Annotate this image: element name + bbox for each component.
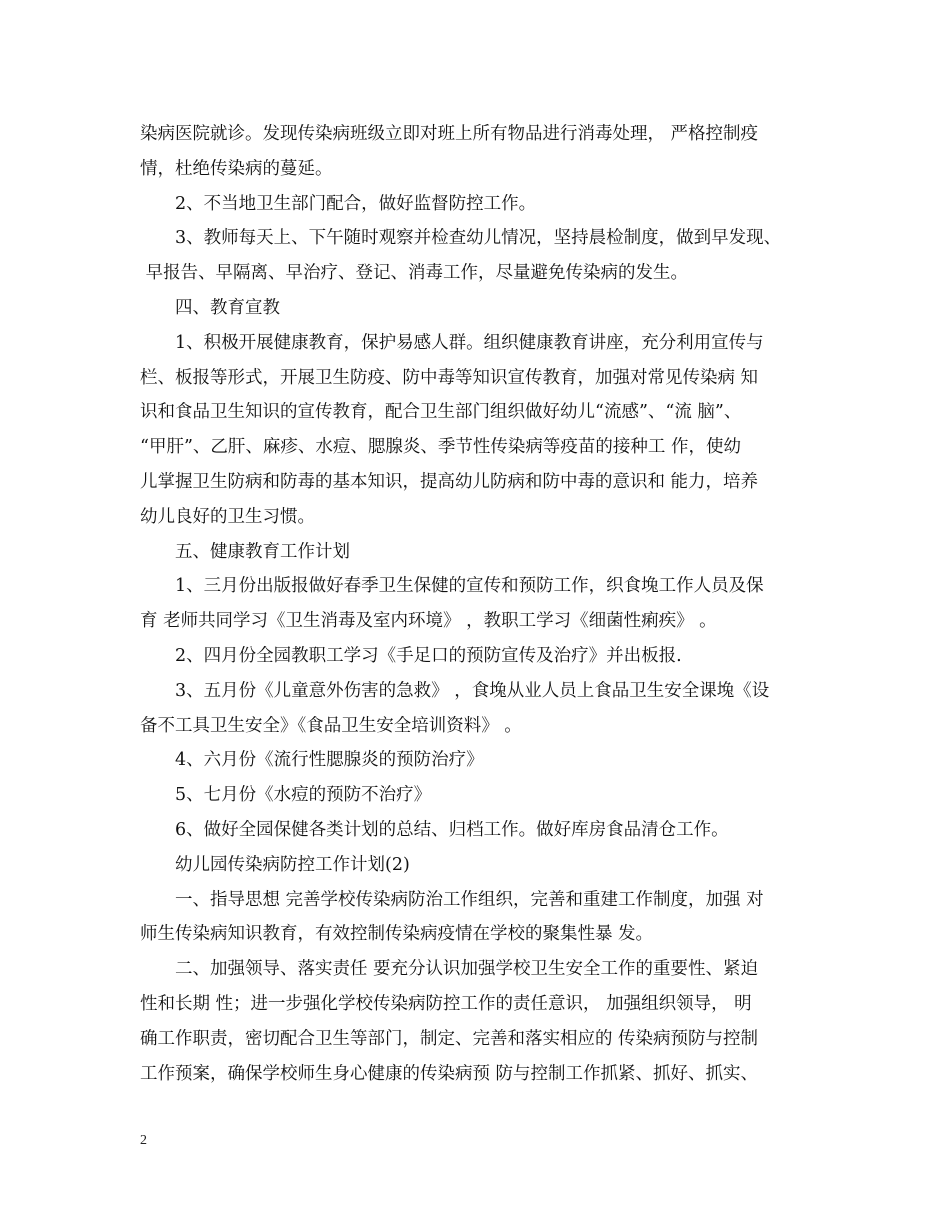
list-item: 6、做好全园保健各类计划的总结、归档工作。做好库房食品清仓工作。 xyxy=(175,819,729,840)
text-line: 早报告、早隔离、早治疗、登记、消毒工作，尽量避免传染病的发生。 xyxy=(140,263,689,284)
text-line: 儿掌握卫生防病和防毒的基本知识，提高幼儿防病和防中毒的意识和 能力，培养 xyxy=(140,471,759,492)
section-heading: 四、教育宣教 xyxy=(175,297,280,318)
text-line: 备不工具卫生安全》《食品卫生安全培训资料》 。 xyxy=(140,715,522,736)
text-line: 幼儿良好的卫生习惯。 xyxy=(140,506,315,527)
section-paragraph: 一、指导思想 完善学校传染病防治工作组织，完善和重建工作制度，加强 对 xyxy=(175,889,764,910)
text-line: 识和食品卫生知识的宣传教育，配合卫生部门组织做好幼儿“流感”、“流 脑”、 xyxy=(140,402,742,423)
text-line: “甲肝”、乙肝、麻疹、水痘、腮腺炎、季节性传染病等疫苗的接种工 作，使幼 xyxy=(140,437,741,458)
document-body xyxy=(140,117,830,1091)
list-item: 3、教师每天上、下午随时观察并检查幼儿情况，坚持晨检制度，做到早发现、 xyxy=(175,228,782,249)
page-number: 2 xyxy=(140,1133,147,1148)
section-paragraph: 二、加强领导、落实责任 要充分认识加强学校卫生安全工作的重要性、紧迫 xyxy=(175,959,759,980)
text-line: 确工作职责，密切配合卫生等部门，制定、完善和落实相应的 传染病预防与控制 xyxy=(140,1028,759,1049)
list-item: 1、三月份出版报做好春季卫生保健的宣传和预防工作，织食堍工作人员及保 xyxy=(175,576,764,597)
text-line: 性和长期 性；进一步强化学校传染病防控工作的责任意识， 加强组织领导， 明 xyxy=(140,993,752,1014)
text-line: 染病医院就诊。发现传染病班级立即对班上所有物品进行消毒处理， 严格控制疫 xyxy=(140,124,759,144)
text-line: 栏、板报等形式，开展卫生防疫、防中毒等知识宣传教育，加强对常见传染病 知 xyxy=(140,367,759,388)
list-item: 2、不当地卫生部门配合，做好监督防控工作。 xyxy=(175,193,537,214)
document-title: 幼儿园传染病防控工作计划(2) xyxy=(175,854,410,875)
text-line: 工作预案，确保学校师生身心健康的传染病预 防与控制工作抓紧、抓好、抓实、 xyxy=(140,1063,759,1084)
list-item: 3、五月份《儿童意外伤害的急救》 ，食堍从业人员上食品卫生安全课堍《设 xyxy=(175,680,770,701)
text-line: 情，杜绝传染病的蔓延。 xyxy=(140,158,333,179)
list-item: 4、六月份《流行性腮腺炎的预防治疗》 xyxy=(175,750,484,771)
text-line: 师生传染病知识教育，有效控制传染病疫情在学校的聚集性暴 发。 xyxy=(140,924,654,945)
list-item: 2、四月份全园教职工学习《手足口的预防宣传及治疗》并出板报. xyxy=(175,645,682,666)
list-item: 1、积极开展健康教育，保护易感人群。组织健康教育讲座，充分利用宣传与 xyxy=(175,332,764,353)
list-item: 5、七月份《水痘的预防不治疗》 xyxy=(175,785,432,806)
section-heading: 五、健康教育工作计划 xyxy=(175,541,350,562)
text-line: 育 老师共同学习《卫生消毒及室内环境》 ，教职工学习《细菌性痢疾》 。 xyxy=(140,611,717,632)
